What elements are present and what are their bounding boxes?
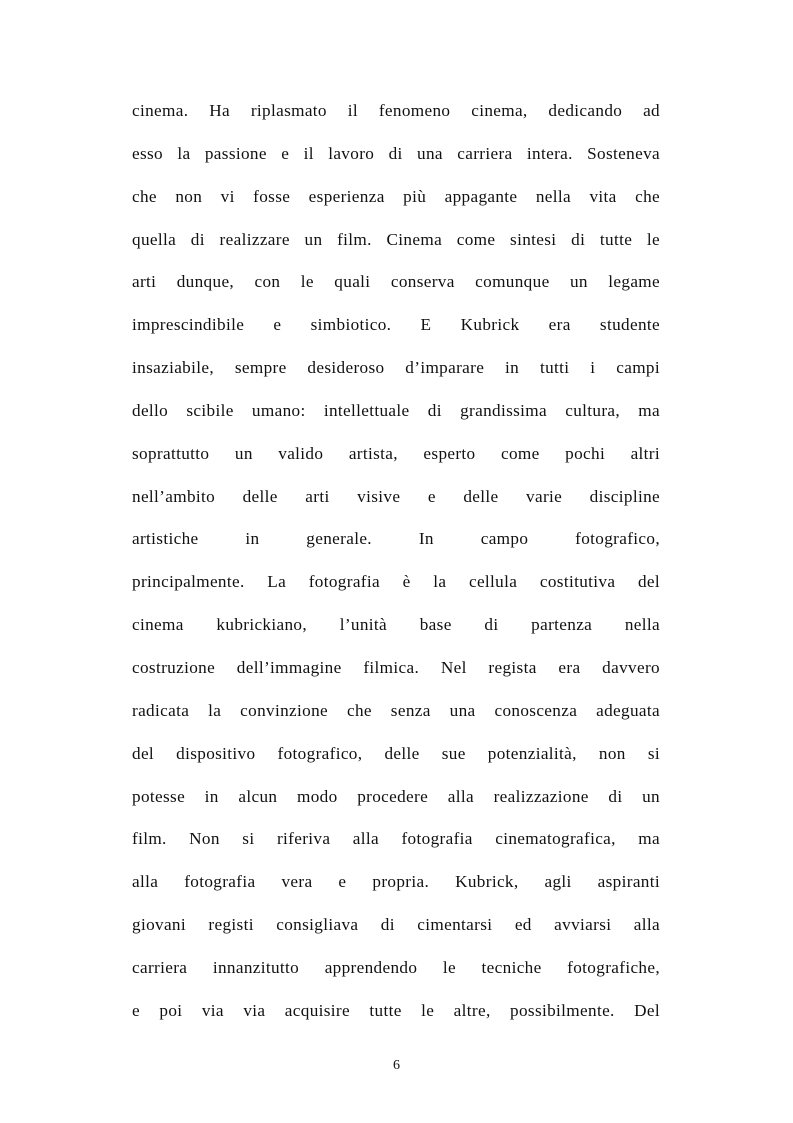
text-line: giovani registi consigliava di cimentarsi ed avviarsi alla <box>132 915 660 935</box>
text-line: dello scibile umano: intellettuale di grandissima cultura, ma <box>132 400 660 420</box>
text-line: principalmente. La fotografia è la cellula costitutiva del <box>132 572 660 592</box>
text-line: radicata la convinzione che senza una conoscenza adeguata <box>132 700 660 720</box>
text-line: artistiche in generale. In campo fotografico, <box>132 529 660 549</box>
text-line: carriera innanzitutto apprendendo le tecniche fotografiche, <box>132 957 660 977</box>
text-line: quella di realizzare un film. Cinema come sintesi di tutte le <box>132 229 660 249</box>
text-line: insaziabile, sempre desideroso d’imparare in tutti i campi <box>132 358 660 378</box>
text-line: e poi via via acquisire tutte le altre, possibilmente. Del <box>132 1000 660 1020</box>
text-line: nell’ambito delle arti visive e delle varie discipline <box>132 486 660 506</box>
text-line: film. Non si riferiva alla fotografia cinematografica, ma <box>132 829 660 849</box>
text-line: potesse in alcun modo procedere alla realizzazione di un <box>132 786 660 806</box>
text-line: del dispositivo fotografico, delle sue potenzialità, non si <box>132 743 660 763</box>
text-line: alla fotografia vera e propria. Kubrick, agli aspiranti <box>132 872 660 892</box>
text-line: arti dunque, con le quali conserva comunque un legame <box>132 272 660 292</box>
text-line: cinema kubrickiano, l’unità base di partenza nella <box>132 615 660 635</box>
text-line: cinema. Ha riplasmato il fenomeno cinema, dedicando ad <box>132 101 660 120</box>
page-number: 6 <box>393 1058 400 1073</box>
text-line: esso la passione e il lavoro di una carriera intera. Sosteneva <box>132 143 660 163</box>
text-line: imprescindibile e simbiotico. E Kubrick era studente <box>132 315 660 335</box>
body-text <box>132 90 660 1033</box>
text-line: soprattutto un valido artista, esperto come pochi altri <box>132 443 660 463</box>
text-line: costruzione dell’immagine filmica. Nel regista era davvero <box>132 657 660 677</box>
text-line: che non vi fosse esperienza più appagante nella vita che <box>132 186 660 206</box>
